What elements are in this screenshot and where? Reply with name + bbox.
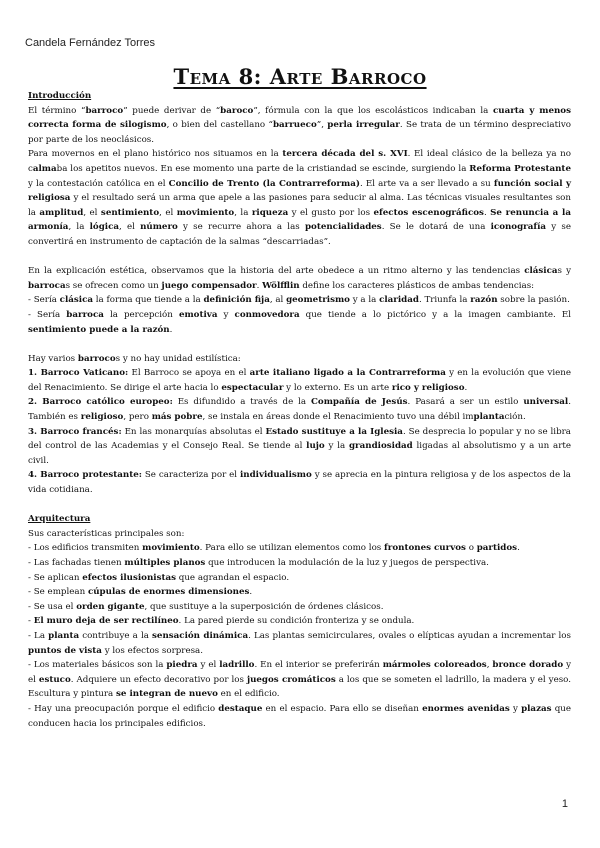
paragraph: Hay varios barrocos y no hay unidad estilística: [28, 353, 241, 364]
spacer [28, 250, 571, 265]
page-title: Tema 8: Arte Barroco [173, 64, 427, 89]
list-item: - Las fachadas tienen múltiples planos que introducen la modulación de la luz y juegos de perspectiva. [28, 558, 489, 568]
list-item: - Sería clásica la forma que tiende a la definición fija, al geometrismo y a la claridad. Triunfa la razón sobre la pasión. [28, 295, 570, 306]
spacer [28, 498, 571, 513]
list-item: - Los edificios transmiten movimiento. Para ello se utilizan elementos como los frontones curvos o partidos. [28, 543, 520, 554]
spacer [28, 337, 571, 352]
list-item: 4. Barroco protestante: Se caracteriza por el individualismo y se aprecia en la pintura religiosa y de los aspectos de la vida cotidiana. [28, 470, 571, 496]
list-item: - La planta contribuye a la sensación dinámica. Las plantas semicirculares, ovales o elípticas ayudan a incrementar los puntos de vista y los efectos sorpresa. [28, 630, 571, 656]
list-item: - El muro deja de ser rectilíneo. La pared pierde su condición fronteriza y se ondula. [28, 616, 415, 627]
section-heading: Introducción [28, 91, 92, 101]
list-item: - Se aplican efectos ilusionistas que agrandan el espacio. [28, 572, 290, 583]
document-body [28, 89, 571, 731]
author-name: Candela Fernández Torres [25, 37, 156, 49]
paragraph: Sus características principales son: [28, 528, 185, 539]
list-item: - Los materiales básicos son la piedra y el ladrillo. En el interior se preferirán mármoles coloreados, bronce dorado y el estuco. Adquiere un efecto decorativo por los juegos cromáticos a los que se someten el ladrillo, la madera y el yeso. Escultura y pintura se integran de nuevo en el edificio. [28, 660, 572, 700]
list-item: - Se emplean cúpulas de enormes dimensiones. [28, 587, 253, 598]
list-item: - Sería barroca la percepción emotiva y conmovedora que tiende a lo pictórico y a la imagen cambiante. El sentimiento puede a la razón. [28, 309, 571, 335]
list-item: 3. Barroco francés: En las monarquías absolutas el Estado sustituye a la Iglesia. Se desprecia lo popular y no se libra del control de las Academias y el Consejo Real. Se tiende al lujo y la grandiosidad ligadas al absolutismo y a un arte civil. [28, 426, 571, 466]
page-number: 1 [561, 798, 568, 810]
list-item: - Hay una preocupación porque el edificio destaque en el espacio. Para ello se diseñan enormes avenidas y plazas que conducen hacia los principales edificios. [28, 703, 572, 729]
paragraph: Para movernos en el plano histórico nos situamos en la tercera década del s. XVI. El ideal clásico de la belleza ya no calmaba los apetitos nuevos. En ese momento una parte de la cristiandad se escinde, surgiendo la Reforma Protestante y la contestación católica en el Concilio de Trento (la Contrarreforma). El arte va a ser llevado a su función social y religiosa y el resultado será un arma que apele a las pasiones para seducir al alma. Las técnicas visuales resultantes son la amplitud, el sentimiento, el movimiento, la riqueza y el gusto por los efectos escenográficos. Se renuncia a la armonía, la lógica, el número y se recurre ahora a las potencialidades. Se le dotará de una iconografía y se convertirá en instrumento de captación de la salmas “descarriadas”. [28, 149, 572, 247]
list-item: - Se usa el orden gigante, que sustituye a la superposición de órdenes clásicos. [28, 601, 384, 612]
list-item: 2. Barroco católico europeo: Es difundido a través de la Compañía de Jesús. Pasará a ser un estilo universal. También es religioso, pero más pobre, se instala en áreas donde el Renacimiento tuvo una débil implantación. [28, 397, 571, 423]
list-item: 1. Barroco Vaticano: El Barroco se apoya en el arte italiano ligado a la Contrarreforma y en la evolución que viene del Renacimiento. Se dirige el arte hacia lo espectacular y lo externo. Es un arte rico y religioso. [28, 368, 571, 393]
paragraph: En la explicación estética, observamos que la historia del arte obedece a un ritmo alterno y las tendencias clásicas y barrocas se ofrecen como un juego compensador. Wölfflin define los caracteres plásticos de ambas tendencias: [28, 266, 571, 291]
section-arquitectura [28, 512, 571, 731]
section-introduccion [28, 89, 571, 512]
paragraph: El término “barroco” puede derivar de “baroco”, fórmula con la que los escolásticos indicaban la cuarta y menos correcta forma de silogismo, o bien del castellano “barrueco”, perla irregular. Se trata de un término despreciativo por parte de los neoclásicos. [28, 105, 572, 145]
section-heading: Arquitectura [28, 514, 91, 525]
